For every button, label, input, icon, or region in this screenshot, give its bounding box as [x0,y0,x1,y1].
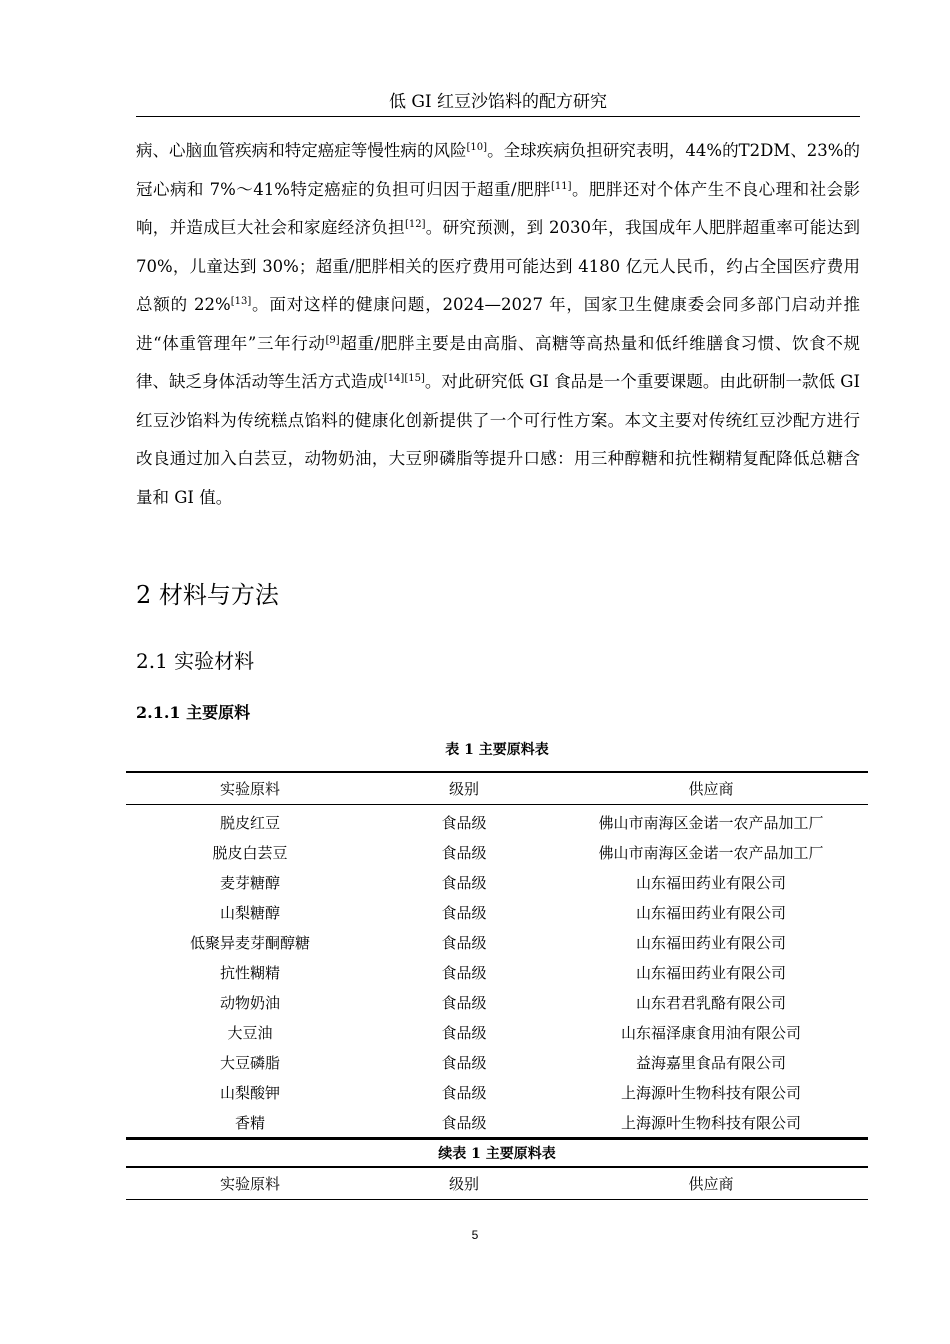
table-row [126,1047,868,1077]
table-cell: 益海嘉里食品有限公司 [635,1053,786,1072]
citation-ref: [11] [550,180,572,192]
table-cell: 食品级 [441,1113,487,1132]
running-header-title: 低 GI 红豆沙馅料的配方研究 [388,92,608,112]
table-cell: 山东福泽康食用油有限公司 [620,1023,801,1042]
running-header [136,88,860,117]
table-row [126,837,868,867]
table-cell: 山东福田药业有限公司 [635,873,786,892]
table-row [126,1017,868,1047]
citation-ref: [13] [230,296,252,307]
table-cell: 低聚异麦芽酮醇糖 [189,933,310,952]
table-cell: 山东福田药业有限公司 [635,933,786,952]
table-cell: 山梨糖醇 [219,903,280,922]
table-row [126,957,868,987]
table-cell: 食品级 [441,993,487,1012]
table-cell: 食品级 [441,963,487,982]
table-cell: 大豆油 [227,1023,273,1042]
table-cell: 山东福田药业有限公司 [635,903,786,922]
column-header: 级别 [448,780,479,798]
table-cell: 食品级 [441,1023,487,1042]
paragraph-text: 。对此研究低 GI 食品是一个重要课题。由此研制一款低 GI 红豆沙馅料为传统糕点馅料的健康化创新提供了一个可行性方案。本文主要对传统红豆沙配方进行改良通过加入白芸豆，动物奶油，大豆卵磷脂等提升口感：用三种醇糖和抗性糊精复配降低总糖含量和 GI 值。 [136,372,861,507]
column-header: 供应商 [688,1175,734,1193]
subsubsection-heading: 2.1.1 主要原料 [136,703,251,722]
subsection-heading: 2.1 实验材料 [136,649,255,673]
table-row [126,1107,868,1139]
column-header: 实验原料 [219,1175,280,1193]
section-heading: 2 材料与方法 [136,581,279,609]
table-cell: 佛山市南海区金诺一农产品加工厂 [598,843,824,862]
page-number: 5 [471,1228,479,1242]
citation-ref: [12] [404,219,426,230]
table-cell: 食品级 [441,813,487,832]
paragraph-text: 。研究预测，到 2030年，我国成年人肥胖超重率可能达到 70%，儿童达到 30%；超重/肥胖相关的医疗费用可能达到 4180 亿元人民币，约占全国医疗费用总额的 22% [136,218,860,314]
table-cell: 食品级 [441,933,487,952]
table-cell: 食品级 [441,903,487,922]
table-cell: 脱皮白芸豆 [212,843,288,862]
paragraph-text: 。肥胖还对个体产生不良心理和社会影响，并造成巨大社会和家庭经济负担 [136,179,861,237]
table-cell: 动物奶油 [219,993,280,1012]
citation-ref: [9] [325,334,340,346]
table-cell: 食品级 [441,1053,487,1072]
table-cell: 食品级 [441,843,487,862]
table-row [126,1077,868,1107]
table-cell: 香精 [234,1113,265,1132]
table-cell: 麦芽糖醇 [219,873,280,892]
table-cell: 脱皮红豆 [219,813,280,832]
table-cell: 大豆磷脂 [219,1053,280,1072]
table-header-row [126,772,868,805]
paragraph-text: 。面对这样的健康问题，2024—2027 年，国家卫生健康委会同多部门启动并推进“体重管理年”三年行动 [136,295,861,353]
column-header: 级别 [448,1175,479,1193]
table-cell: 佛山市南海区金诺一农产品加工厂 [598,813,824,832]
paragraph-text: 。全球疾病负担研究表明，44%的T2DM、23%的冠心病和 7%～41%特定癌症的负担可归因于超重/肥胖 [136,141,861,199]
materials-table-continued [126,1166,868,1200]
materials-table [126,771,868,1140]
paragraph-text: 病、心脑血管疾病和特定癌症等慢性病的风险 [136,141,467,160]
table-cell: 食品级 [441,1083,487,1102]
table-cell: 山梨酸钾 [219,1083,280,1102]
table-cell: 上海源叶生物科技有限公司 [620,1113,801,1132]
citation-ref: [14][15] [383,373,425,384]
table-row [126,897,868,927]
table-cell: 食品级 [441,873,487,892]
column-header: 实验原料 [219,780,280,798]
body-paragraph [136,132,860,517]
citation-ref: [10] [466,142,488,153]
table-cell: 山东福田药业有限公司 [635,963,786,982]
table-cell: 山东君君乳酪有限公司 [635,993,786,1012]
table-cell: 上海源叶生物科技有限公司 [620,1083,801,1102]
table-caption: 表 1 主要原料表 [445,742,549,758]
table-cell: 抗性糊精 [219,963,280,982]
table-row [126,987,868,1017]
table-continued-caption: 续表 1 主要原料表 [438,1146,556,1162]
table-header-row [126,1167,868,1200]
paragraph-text: 超重/肥胖主要是由高脂、高糖等高热量和低纤维膳食习惯、饮食不规律、缺乏身体活动等生活方式造成 [136,333,860,391]
column-header: 供应商 [688,780,734,798]
table-row [126,867,868,897]
table-row [126,805,868,838]
table-row [126,927,868,957]
